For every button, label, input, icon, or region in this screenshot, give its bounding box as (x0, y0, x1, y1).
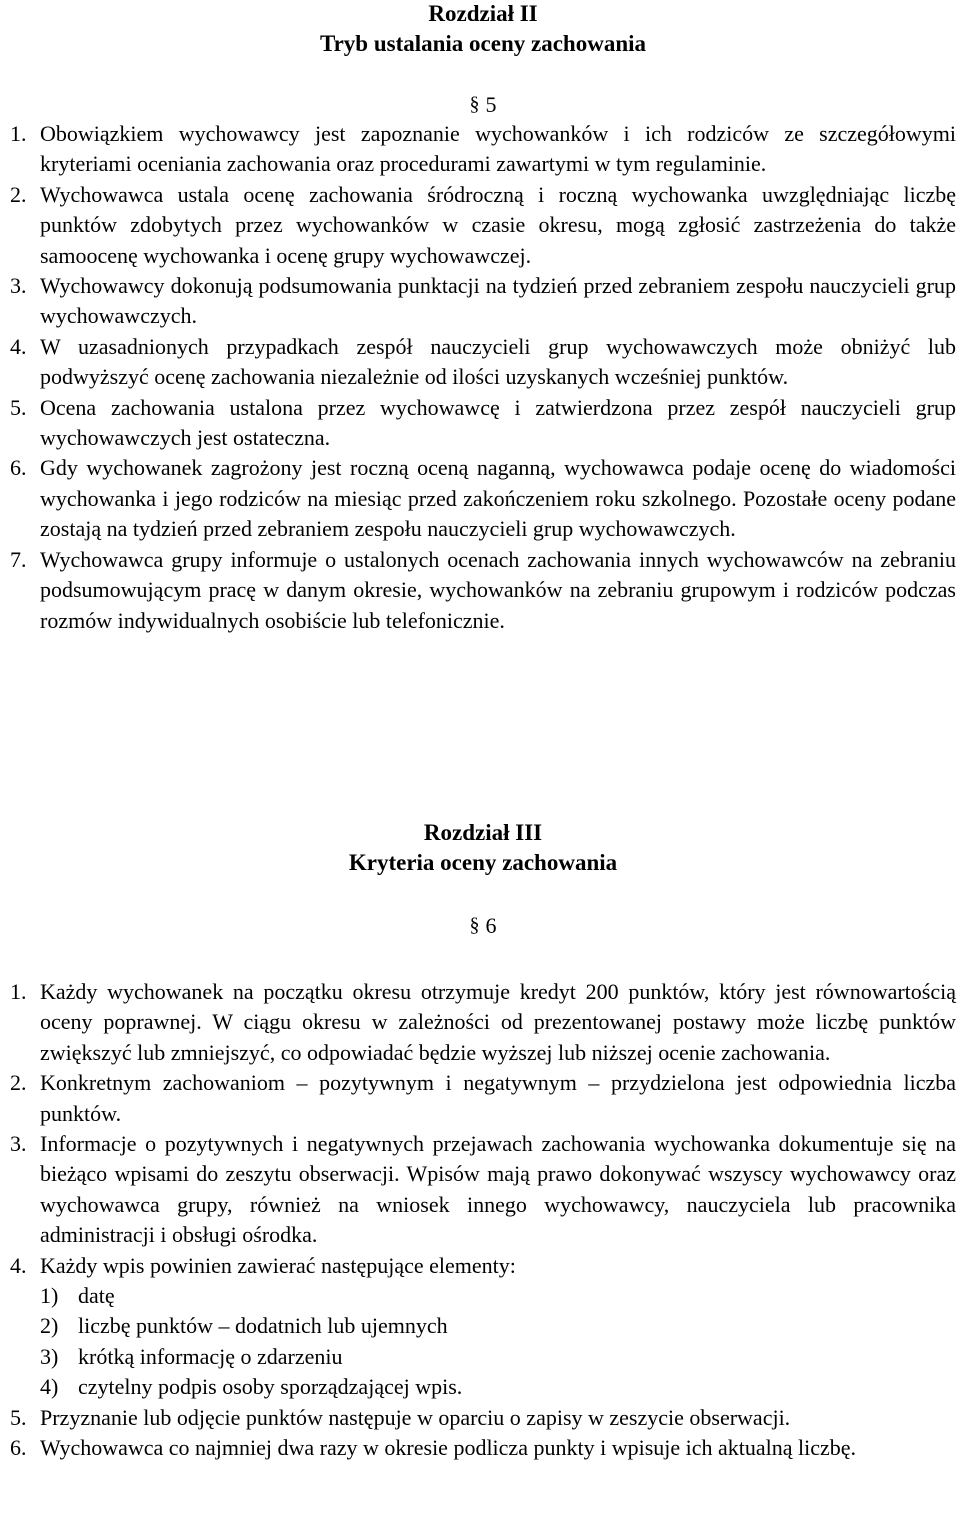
item-text: Konkretnym zachowaniom – pozytywnym i negatywnym – przydzielona jest odpowiednia liczba punktów. (40, 1070, 956, 1126)
list-item (10, 119, 956, 180)
list-item (10, 332, 956, 393)
item-text: Informacje o pozytywnych i negatywnych przejawach zachowania wychowanka dokumentuje się na bieżąco wpisami do zeszytu obserwacji. Wpisów mają prawo dokonywać wszyscy wychowawcy oraz wychowawca grupy, również na wniosek innego wychowawcy, nauczyciela lub pracownika administracji i obsługi ośrodka. (40, 1131, 956, 1248)
list-item (10, 977, 956, 1068)
chapter-2-list (10, 119, 956, 636)
item-number: 4. (10, 333, 27, 359)
chapter-subtitle: Kryteria oceny zachowania (348, 850, 618, 875)
item-text: W uzasadnionych przypadkach zespół nauczycieli grup wychowawczych może obniżyć lub podwyższyć ocenę zachowania niezależnie od ilości uzyskanych wcześniej punktów. (40, 333, 956, 390)
item-number: 5. (10, 1404, 27, 1430)
sub-item-number: 3) (40, 1343, 59, 1369)
chapter-3 (10, 818, 956, 878)
item-text: Ocena zachowania ustalona przez wychowawcę i zatwierdzona przez zespół nauczycieli grup wychowawczych jest ostateczna. (40, 394, 956, 451)
sub-item-number: 2) (40, 1313, 59, 1339)
chapter-3-list (10, 977, 956, 1464)
chapter-title: Rozdział III (423, 820, 543, 845)
item-text: Każdy wychowanek na początku okresu otrzymuje kredyt 200 punktów, który jest równowartością oceny poprawnej. W ciągu okresu w zależności od prezentowanej postawy może liczbę punktów zwiększyć lub zmniejszyć, co odpowiadać będzie wyższej lub niższej ocenie zachowania. (40, 979, 956, 1065)
list-item (10, 1129, 956, 1251)
list-item (10, 180, 956, 271)
sub-item-text: liczbę punktów – dodatnich lub ujemnych (78, 1313, 448, 1339)
item-number: 2. (10, 181, 27, 207)
item-number: 6. (10, 455, 27, 481)
item-number: 3. (10, 273, 27, 299)
item-text: Gdy wychowanek zagrożony jest roczną oceną naganną, wychowawca podaje ocenę do wiadomości wychowanka i jego rodziców na miesiąc przed zakończeniem roku szkolnego. Pozostałe oceny podane zostają na tydzień przed zebraniem zespołu nauczycieli grup wychowawczych. (40, 455, 956, 542)
sub-list-item (40, 1311, 956, 1341)
sub-list-item (40, 1372, 956, 1402)
list-item (10, 393, 956, 454)
item-number: 2. (10, 1070, 27, 1096)
chapter-title: Rozdział II (428, 1, 538, 26)
list-item (10, 545, 956, 636)
sub-list-item (40, 1342, 956, 1372)
sub-item-text: krótką informację o zdarzeniu (78, 1343, 343, 1369)
list-item (10, 1403, 956, 1433)
item-number: 1. (10, 979, 27, 1004)
sub-list (40, 1281, 956, 1403)
sub-item-text: czytelny podpis osoby sporządzającej wpis. (78, 1374, 463, 1400)
item-text: Wychowawcy dokonują podsumowania punktacji na tydzień przed zebraniem zespołu nauczycieli grup wychowawczych. (40, 273, 956, 329)
item-text: Obowiązkiem wychowawcy jest zapoznanie wychowanków i ich rodziców ze szczegółowymi kryteriami oceniania zachowania oraz procedurami zawartymi w tym regulaminie. (40, 121, 956, 177)
paragraph-symbol: § (469, 914, 480, 936)
item-text: Każdy wpis powinien zawierać następujące elementy: (40, 1252, 516, 1278)
item-text: Wychowawca ustala ocenę zachowania śródroczną i roczną wychowanka uwzględniając liczbę punktów zdobytych przez wychowanków w czasie okresu, mogą zgłosić zastrzeżenia do także samoocenę wychowanka i ocenę grupy wychowawczej. (40, 181, 956, 268)
list-item (10, 453, 956, 544)
list-item (10, 1433, 956, 1463)
section-marker (10, 910, 956, 941)
sub-item-number: 1) (40, 1283, 59, 1309)
item-text: Przyznanie lub odjęcie punktów następuje w oparciu o zapisy w zeszycie obserwacji. (40, 1404, 791, 1430)
paragraph-symbol: § (469, 93, 480, 115)
section-number: 6 (485, 913, 497, 938)
item-number: 5. (10, 394, 27, 420)
item-number: 6. (10, 1435, 27, 1461)
item-number: 3. (10, 1131, 27, 1157)
list-item (10, 1251, 956, 1403)
section-marker (10, 89, 956, 120)
sub-item-text: datę (78, 1283, 115, 1309)
item-text: Wychowawca co najmniej dwa razy w okresie podlicza punkty i wpisuje ich aktualną liczbę. (40, 1435, 857, 1461)
sub-list-item (40, 1281, 956, 1311)
list-item (10, 1068, 956, 1129)
chapter-subtitle: Tryb ustalania oceny zachowania (319, 31, 647, 56)
item-number: 7. (10, 546, 27, 572)
chapter-2 (10, 0, 956, 59)
list-item (10, 271, 956, 332)
sub-item-number: 4) (40, 1374, 59, 1400)
item-number: 4. (10, 1252, 27, 1278)
item-number: 1. (10, 121, 27, 146)
item-text: Wychowawca grupy informuje o ustalonych ocenach zachowania innych wychowawców na zebraniu podsumowującym pracę w danym okresie, wychowanków na zebraniu grupowym i rodziców podczas rozmów indywidualnych osobiście lub telefonicznie. (40, 546, 956, 633)
section-number: 5 (485, 92, 497, 117)
